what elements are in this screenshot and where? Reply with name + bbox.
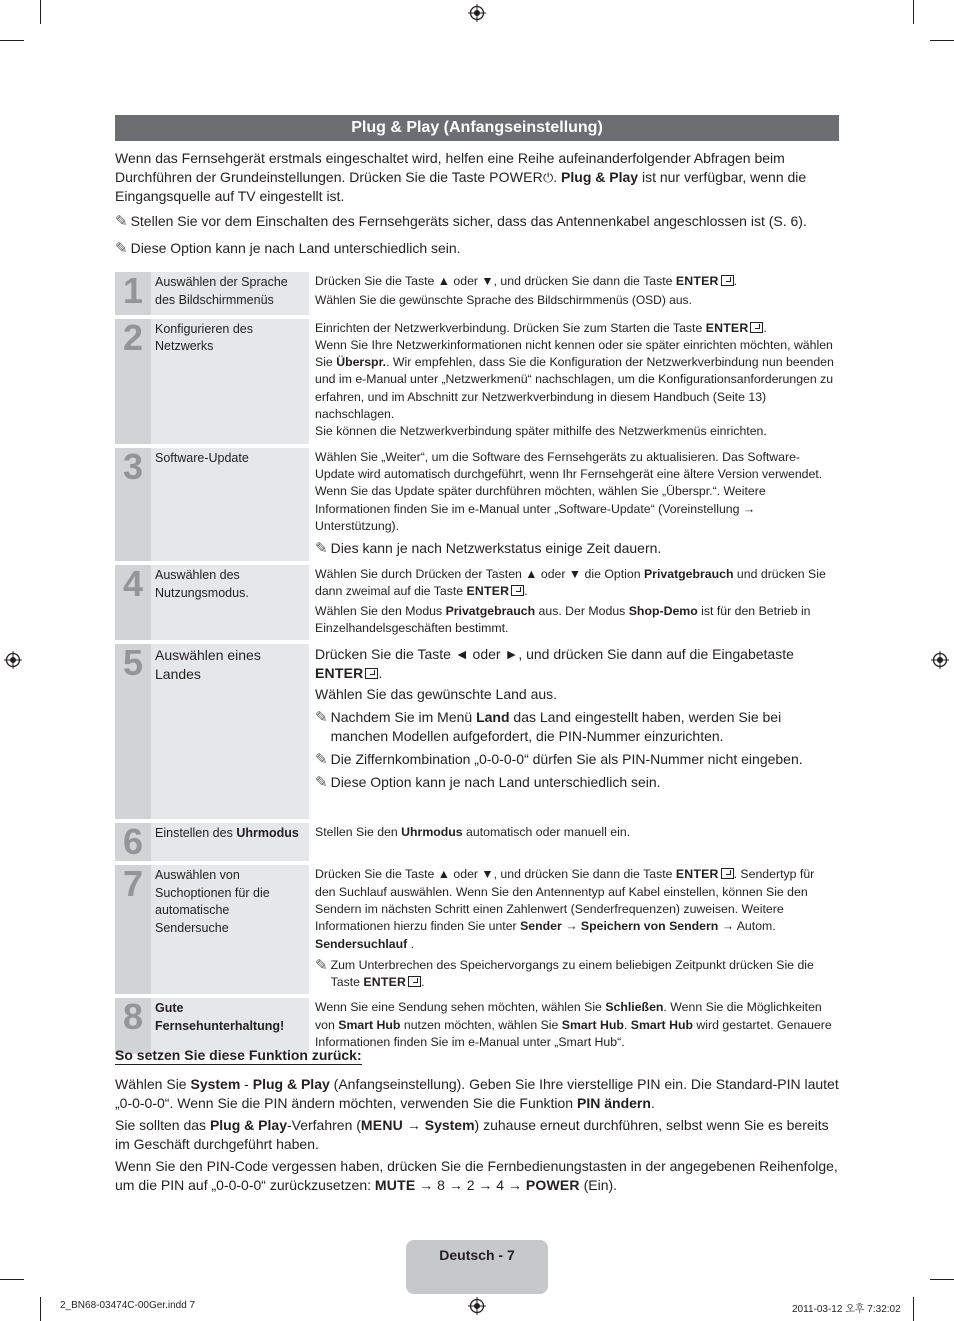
step-label: Auswählen der Sprache des Bildschirmmenüs — [151, 272, 309, 315]
table-row — [115, 565, 839, 640]
enter-icon — [408, 976, 421, 987]
crop-mark — [913, 0, 914, 24]
step-label: Auswählen von Suchoptionen für die automatische Sendersuche — [151, 865, 309, 994]
crop-mark — [40, 0, 41, 24]
step-label: Gute Fernsehunterhaltung! — [151, 998, 309, 1054]
registration-mark-icon — [931, 651, 949, 669]
step-label: Konfigurieren des Netzwerks — [151, 319, 309, 444]
table-row — [115, 448, 839, 561]
step-description: Wählen Sie durch Drücken der Tasten ▲ oder ▼ die Option Privatgebrauch und drücken Sie dann zweimal auf die Taste ENTER . Wählen Sie den Modus Privatgebrauch aus. Der Modus Shop-Demo ist für den Betrieb in Einzelhandelsgeschäften bestimmt. — [309, 565, 839, 640]
step-description: Einrichten der Netzwerkverbindung. Drücken Sie zum Starten die Taste ENTER . Wenn Sie Ihre Netzwerkinformationen nicht kennen oder sie später einrichten möchten, wählen Sie Überspr.. Wir empfehlen, dass Sie die Konfiguration der Netzwerkverbindung nun beenden und im e-Manual unter „Netzwerkmenü“ nachschlagen, um die Konfigurationsanforderungen zu erfahren, und im Abschnitt zur Netzwerkverbindung in diesem Handbuch (Seite 13) nachschlagen. Sie können die Netzwerkverbindung später mithilfe des Netzwerkmenüs einrichten. — [309, 319, 839, 444]
step-number: 7 — [115, 865, 151, 994]
enter-icon — [511, 585, 524, 596]
enter-icon — [750, 322, 763, 333]
note-pencil-icon: ✎ — [315, 751, 328, 769]
file-name: 2_BN68-03474C-00Ger.indd 7 — [60, 1300, 196, 1311]
section-title: Plug & Play (Anfangseinstellung) — [115, 115, 839, 141]
note-pencil-icon: ✎ — [315, 709, 328, 727]
table-row — [115, 319, 839, 444]
steps-table — [115, 268, 839, 1058]
note-pencil-icon: ✎ — [115, 213, 128, 230]
step-description: Drücken Sie die Taste ◄ oder ►, und drücken Sie dann auf die Eingabetaste ENTER . Wählen Sie das gewünschte Land aus. ✎ Nachdem Sie im Menü Land das Land eingestellt haben, werden Sie bei manchen Modellen aufgefordert, die PIN-Nummer einzurichten. ✎ Die Ziffernkombination „0-0-0-0“ dürfen Sie als PIN-Nummer nicht eingeben. ✎ Diese Option kann je nach Land unterschiedlich sein. — [309, 644, 839, 819]
note-pencil-icon: ✎ — [315, 774, 328, 792]
note-pencil-icon: ✎ — [115, 240, 128, 257]
note: ✎ Stellen Sie vor dem Einschalten des Fernsehgeräts sicher, dass das Antennenkabel angeschlossen ist (S. 6). — [115, 213, 807, 230]
step-number: 4 — [115, 565, 151, 640]
step-number: 8 — [115, 998, 151, 1054]
crop-mark — [913, 1297, 914, 1321]
table-row — [115, 644, 839, 819]
step-number: 1 — [115, 272, 151, 315]
step-description: Wählen Sie „Weiter“, um die Software des Fernsehgeräts zu aktualisieren. Das Software-Update wird automatisch durchgeführt, wenn Ihr Fernsehgerät eine ältere Version verwendet. Wenn Sie das Update später durchführen möchten, wählen Sie „Überspr.“. Weitere Informationen finden Sie im e-Manual unter „Software-Update“ (Voreinstellung → Unterstützung). ✎ Dies kann je nach Netzwerkstatus einige Zeit dauern. — [309, 448, 839, 561]
step-description: Drücken Sie die Taste ▲ oder ▼, und drücken Sie dann die Taste ENTER . Wählen Sie die gewünschte Sprache des Bildschirmmenüs (OSD) aus. — [309, 272, 839, 315]
page-number: Deutsch - 7 — [406, 1240, 548, 1294]
crop-mark — [930, 1279, 954, 1280]
power-key-label: POWER — [489, 168, 543, 185]
note: ✎ Diese Option kann je nach Land unterschiedlich sein. — [115, 240, 461, 257]
step-description: Stellen Sie den Uhrmodus automatisch oder manuell ein. — [309, 823, 839, 861]
step-number: 5 — [115, 644, 151, 819]
enter-icon — [721, 868, 734, 879]
step-number: 2 — [115, 319, 151, 444]
crop-mark — [930, 40, 954, 41]
crop-mark — [0, 40, 24, 41]
crop-mark — [40, 1297, 41, 1321]
enter-icon — [721, 275, 734, 286]
table-row — [115, 272, 839, 315]
note-pencil-icon: ✎ — [315, 956, 328, 974]
step-description: Wenn Sie eine Sendung sehen möchten, wählen Sie Schließen. Wenn Sie die Möglichkeiten von Smart Hub nutzen möchten, wählen Sie Smart Hub. Smart Hub wird gestartet. Genauere Informationen finden Sie im e-Manual unter „Smart Hub“. — [309, 998, 839, 1054]
step-number: 3 — [115, 448, 151, 561]
intro-paragraph: Wenn das Fernsehgerät erstmals eingeschaltet wird, helfen eine Reihe aufeinanderfolgender Abfragen beim Durchführen der Grundeinstellungen. Drücken Sie die Taste POWER⏻. Plug & Play ist nur verfügbar, wenn die Eingangsquelle auf TV eingestellt ist. — [115, 150, 807, 204]
reset-instructions: Wählen Sie System - Plug & Play (Anfangseinstellung). Geben Sie Ihre vierstellige PIN ein. Die Standard-PIN lautet „0-0-0-0“. Wenn Sie die PIN ändern möchten, verwenden Sie die Funktion PIN ändern. Sie sollten das Plug & Play-Verfahren (MENU → System) zuhause erneut durchführen, selbst wenn Sie es bereits im Geschäft durchgeführt haben. Wenn Sie den PIN-Code vergessen haben, drücken Sie die Fernbedienungstasten in der angegebenen Reihenfolge, um die PIN auf „0-0-0-0“ zurückzusetzen: MUTE → 8 → 2 → 4 → POWER (Ein). — [115, 1076, 839, 1193]
step-label: Auswählen eines Landes — [151, 644, 309, 819]
step-description: Drücken Sie die Taste ▲ oder ▼, und drücken Sie dann die Taste ENTER . Sendertyp für den Suchlauf auswählen. Wenn Sie den Antennentyp auf Kabel einstellen, können Sie den Sendern im nächsten Schritt einen Zahlenwert (Senderfrequenzen) zuweisen. Weitere Informationen hierzu finden Sie unter Sender → Speichern von Sendern → Autom. Sendersuchlauf . ✎ Zum Unterbrechen des Speichervorgangs zu einem beliebigen Zeitpunkt drücken Sie die Taste ENTER . — [309, 865, 839, 994]
table-row — [115, 998, 839, 1054]
table-row — [115, 823, 839, 861]
registration-mark-icon — [4, 651, 22, 669]
note-pencil-icon: ✎ — [315, 540, 328, 558]
power-icon: ⏻ — [542, 169, 554, 185]
crop-mark — [0, 1279, 24, 1280]
step-label: Einstellen des Uhrmodus — [151, 823, 309, 861]
registration-mark-icon — [468, 4, 486, 22]
print-date: 2011-03-12 오후 7:32:02 — [792, 1304, 901, 1315]
step-label: Auswählen des Nutzungsmodus. — [151, 565, 309, 640]
registration-mark-icon — [468, 1297, 486, 1315]
reset-heading: So setzen Sie diese Funktion zurück: — [115, 1047, 362, 1063]
step-number: 6 — [115, 823, 151, 861]
enter-icon — [365, 668, 378, 679]
step-label: Software-Update — [151, 448, 309, 561]
table-row — [115, 865, 839, 994]
